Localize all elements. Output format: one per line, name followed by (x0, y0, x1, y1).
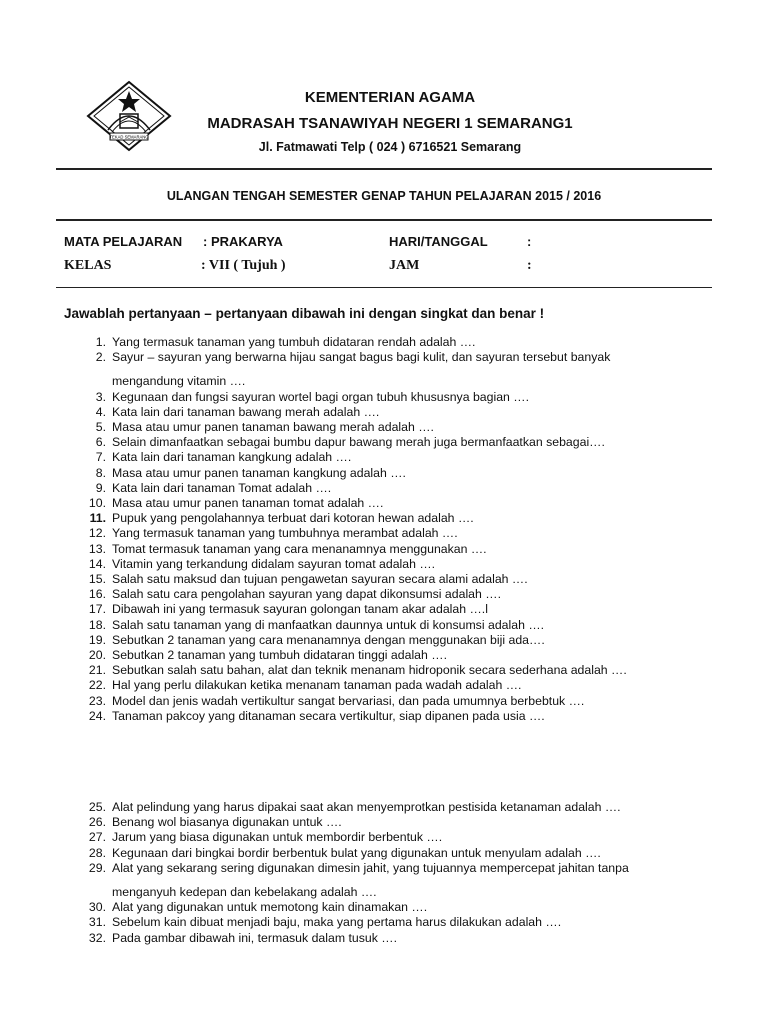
question-text: Masa atau umur panen tanaman tomat adalah …. (112, 496, 384, 511)
question-text: Kegunaan dari bingkai bordir berbentuk bulat yang digunakan untuk menyulam adalah …. (112, 845, 601, 860)
question-number: 16. (88, 587, 106, 602)
question-item (80, 815, 720, 830)
question-number: 31. (88, 915, 106, 930)
class-label: KELAS (64, 258, 112, 273)
question-text: Sebutkan salah satu bahan, alat dan teknik menanam hidroponik secara sederhana adalah …. (112, 663, 627, 678)
question-number: 11. (89, 511, 106, 526)
question-item (80, 542, 720, 557)
question-item (80, 694, 720, 709)
divider-top (56, 168, 712, 170)
question-text: Hal yang perlu dilakukan ketika menanam tanaman pada wadah adalah …. (112, 678, 522, 693)
question-list-part2 (80, 800, 720, 946)
question-item (80, 496, 720, 511)
question-number: 3. (95, 389, 106, 404)
question-text: Selain dimanfaatkan sebagai bumbu dapur bawang merah juga bermanfaatkan sebagai…. (112, 435, 605, 450)
question-item (80, 466, 720, 481)
question-item (80, 350, 720, 389)
question-number: 27. (88, 830, 106, 845)
question-number: 23. (88, 693, 106, 708)
question-number: 30. (88, 900, 106, 915)
question-number: 12. (88, 526, 106, 541)
divider-middle (56, 219, 712, 221)
question-text: Sayur – sayuran yang berwarna hijau sangat bagus bagi kulit, dan sayuran tersebut banyak (112, 350, 611, 365)
question-number: 13. (88, 541, 106, 556)
question-number: 6. (95, 435, 106, 450)
question-text: Dibawah ini yang termasuk sayuran golongan tanam akar adalah ….l (112, 602, 488, 617)
day-value: : (527, 234, 532, 249)
question-text: Masa atau umur panen tanaman bawang merah adalah …. (112, 420, 434, 435)
question-text: Kegunaan dan fungsi sayuran wortel bagi organ tubuh khususnya bagian …. (112, 389, 530, 404)
question-text: Vitamin yang terkandung didalam sayuran tomat adalah …. (112, 556, 436, 571)
school-name: MADRASAH TSANAWIYAH NEGERI 1 SEMARANG1 (207, 115, 573, 132)
question-text: Alat pelindung yang harus dipakai saat akan menyemprotkan pestisida ketanaman adalah …. (112, 800, 621, 814)
question-number: 18. (88, 617, 106, 632)
question-text: Yang termasuk tanaman yang tumbuh didataran rendah adalah …. (112, 335, 476, 349)
question-item (80, 435, 720, 450)
question-text: Sebelum kain dibuat menjadi baju, maka yang pertama harus dilakukan adalah …. (112, 915, 562, 930)
question-text: Masa atau umur panen tanaman kangkung adalah …. (112, 465, 406, 480)
question-item (80, 602, 720, 617)
question-text: Kata lain dari tanaman kangkung adalah …. (112, 450, 352, 465)
question-item (80, 846, 720, 861)
question-item (80, 335, 720, 350)
question-list-part1 (80, 335, 720, 724)
question-number: 24. (88, 708, 106, 723)
question-text: Model dan jenis wadah vertikultur sangat bervariasi, dan pada umumnya berbebtuk …. (112, 693, 585, 708)
question-text: Salah satu tanaman yang di manfaatkan daunnya untuk di konsumsi adalah …. (112, 617, 545, 632)
question-item (80, 481, 720, 496)
question-text-continued: menganyuh kedepan dan kebelakang adalah …. (112, 885, 377, 900)
question-number: 15. (88, 572, 106, 587)
day-label: HARI/TANGGAL (389, 234, 488, 249)
question-item (80, 557, 720, 572)
question-text: Kata lain dari tanaman Tomat adalah …. (112, 480, 332, 495)
question-item (80, 830, 720, 845)
ministry-name: KEMENTERIAN AGAMA (304, 89, 476, 106)
question-number: 22. (88, 678, 106, 693)
question-item (80, 511, 720, 526)
school-address: Jl. Fatmawati Telp ( 024 ) 6716521 Semarang (258, 140, 522, 154)
question-item (80, 931, 720, 946)
question-number: 26. (88, 815, 106, 830)
question-item (80, 618, 720, 633)
question-number: 29. (88, 860, 106, 875)
question-item (80, 678, 720, 693)
question-item (80, 861, 720, 900)
question-text: Yang termasuk tanaman yang tumbuhnya merambat adalah …. (112, 526, 458, 541)
question-item (80, 915, 720, 930)
divider-bottom (56, 287, 712, 288)
question-item (80, 633, 720, 648)
question-text: Pada gambar dibawah ini, termasuk dalam tusuk …. (112, 930, 398, 945)
question-number: 19. (88, 632, 106, 647)
question-item (80, 648, 720, 663)
question-text: Kata lain dari tanaman bawang merah adalah …. (112, 404, 380, 419)
question-number: 4. (95, 404, 106, 419)
subject-value: : PRAKARYA (203, 234, 283, 249)
question-item (80, 420, 720, 435)
question-text: Tomat termasuk tanaman yang cara menanamnya menggunakan …. (112, 541, 487, 556)
question-text: Salah satu cara pengolahan sayuran yang dapat dikonsumsi adalah …. (112, 587, 501, 602)
question-number: 7. (95, 450, 106, 465)
question-text-continued: mengandung vitamin …. (112, 374, 246, 389)
time-value: : (527, 258, 532, 273)
question-text: Alat yang sekarang sering digunakan dimesin jahit, yang tujuannya mempercepat jahitan tanpa (112, 860, 629, 875)
question-item (80, 450, 720, 465)
question-item (80, 900, 720, 915)
question-text: Salah satu maksud dan tujuan pengawetan sayuran secara alami adalah …. (112, 572, 528, 587)
question-text: Sebutkan 2 tanaman yang cara menanamnya dengan menggunakan biji ada…. (112, 632, 545, 647)
question-number: 14. (88, 556, 106, 571)
question-text: Sebutkan 2 tanaman yang tumbuh didataran tinggi adalah …. (112, 648, 447, 663)
subject-label: MATA PELAJARAN (64, 234, 183, 249)
question-number: 20. (88, 648, 106, 663)
question-number: 5. (95, 420, 106, 435)
ministry-logo (86, 80, 172, 152)
question-item (80, 572, 720, 587)
question-item (80, 405, 720, 420)
question-number: 25. (88, 800, 106, 814)
question-number: 10. (88, 496, 106, 511)
instruction: Jawablah pertanyaan – pertanyaan dibawah ini dengan singkat dan benar ! (64, 306, 545, 321)
class-value: : VII ( Tujuh ) (201, 258, 286, 273)
question-number: 32. (88, 930, 106, 945)
question-text: Alat yang digunakan untuk memotong kain dinamakan …. (112, 900, 428, 915)
question-item (80, 526, 720, 541)
question-text: Benang wol biasanya digunakan untuk …. (112, 815, 342, 830)
question-text: Jarum yang biasa digunakan untuk membordir berbentuk …. (112, 830, 443, 845)
question-number: 9. (95, 480, 106, 495)
question-text: Tanaman pakcoy yang ditanaman secara vertikultur, siap dipanen pada usia …. (112, 708, 545, 723)
question-number: 1. (95, 335, 106, 349)
question-number: 28. (88, 845, 106, 860)
question-item (80, 390, 720, 405)
logo-motto: TEKAD SEMARANG (109, 134, 149, 140)
question-item (80, 587, 720, 602)
time-label: JAM (389, 258, 420, 273)
question-item (80, 709, 720, 724)
question-number: 17. (88, 602, 106, 617)
question-number: 2. (95, 350, 106, 365)
exam-title: ULANGAN TENGAH SEMESTER GENAP TAHUN PELAJARAN 2015 / 2016 (166, 189, 602, 203)
question-number: 8. (95, 465, 106, 480)
question-item (80, 663, 720, 678)
question-item (80, 800, 720, 815)
question-number: 21. (88, 663, 106, 678)
question-text: Pupuk yang pengolahannya terbuat dari kotoran hewan adalah …. (112, 511, 474, 526)
